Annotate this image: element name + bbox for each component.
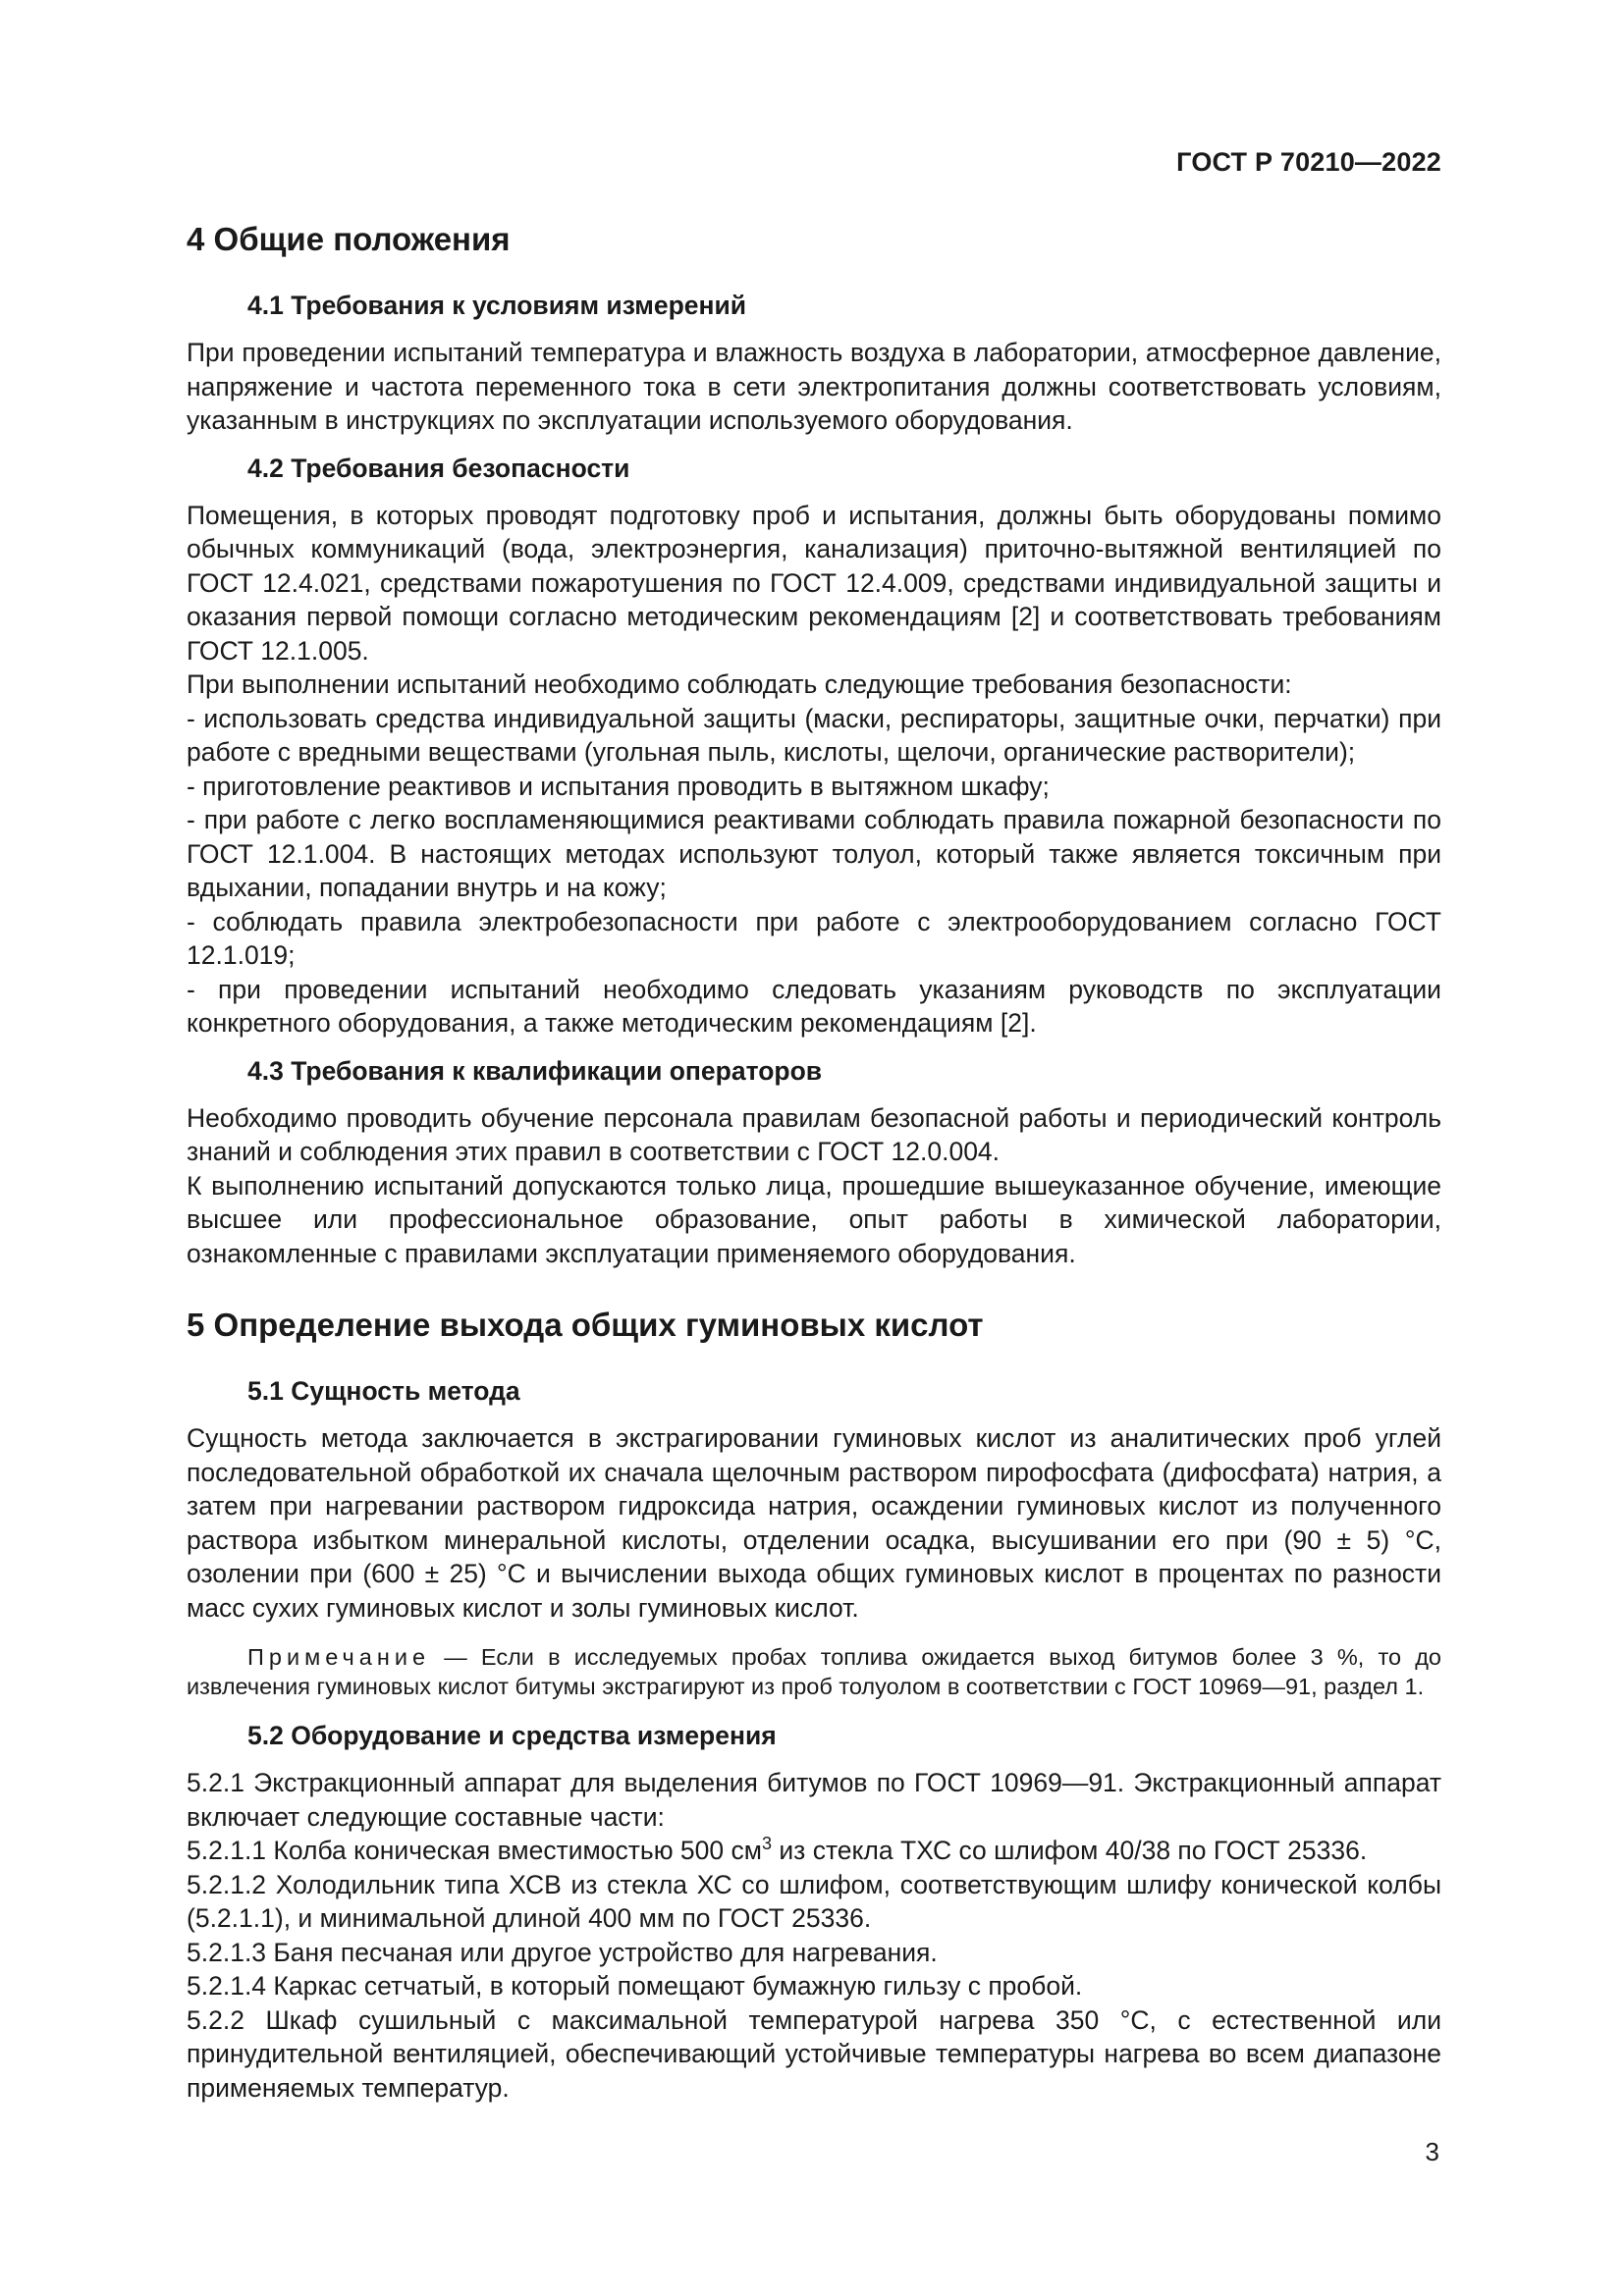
page-number: 3 <box>1425 2137 1439 2166</box>
section-5-1-paragraph: Сущность метода заключается в экстрагировании гуминовых кислот из аналитических проб углей последовательной обработкой их сначала щелочным раствором пирофосфата (дифосфата) натрия, а затем при нагревании раствором гидроксида натрия, осаждении гуминовых кислот из полученного раствора избытком минеральной кислоты, отделении осадка, высушивании его при (90 ± 5) °С, озолении при (600 ± 25) °С и вычислении выхода общих гуминовых кислот в процентах по разности масс сухих гуминовых кислот и золы гуминовых кислот. <box>187 1423 1441 1623</box>
safety-list-item: - приготовление реактивов и испытания проводить в вытяжном шкафу; <box>187 771 1050 801</box>
safety-list-item: - при работе с легко воспламеняющимися реактивами соблюдать правила пожарной безопасности по ГОСТ 12.1.004. В настоящих методах используют толуол, который также является токсичным при вдыхании, попадании внутрь и на кожу; <box>187 805 1441 902</box>
clause-5-2-1: 5.2.1 Экстракционный аппарат для выделения битумов по ГОСТ 10969—91. Экстракционный аппарат включает следующие составные части: <box>187 1768 1441 1832</box>
section-4-3-paragraph-1: Необходимо проводить обучение персонала правилам безопасной работы и периодический контроль знаний и соблюдения этих правил в соответствии с ГОСТ 12.0.004. <box>187 1102 1441 1166</box>
clause-5-2-1-3: 5.2.1.3 Баня песчаная или другое устройство для нагревания. <box>187 1937 938 1967</box>
section-4-1-paragraph: При проведении испытаний температура и влажность воздуха в лаборатории, атмосферное давление, напряжение и частота переменного тока в сети электропитания должны соответствовать условиям, указанным в инструкциях по эксплуатации используемого оборудования. <box>187 338 1441 435</box>
note-label: Примечание <box>247 1644 431 1670</box>
section-5-1-title: 5.1 Сущность метода <box>247 1376 520 1406</box>
section-4-3-title: 4.3 Требования к квалификации операторов <box>247 1055 823 1086</box>
cubic-superscript: 3 <box>761 1834 773 1854</box>
section-5-2-title: 5.2 Оборудование и средства измерения <box>247 1721 777 1750</box>
section-4-2-paragraph-1: Помещения, в которых проводят подготовку проб и испытания, должны быть оборудованы помимо обычных коммуникаций (вода, электроэнергия, канализация) приточно-вытяжной вентиляцией по ГОСТ 12.4.021, средствами пожаротушения по ГОСТ 12.4.009, средствами индивидуальной защиты и оказания первой помощи согласно методическим рекомендациям [2] и соответствовать требованиям ГОСТ 12.1.005. <box>187 500 1441 666</box>
clause-5-2-1-4: 5.2.1.4 Каркас сетчатый, в который помещают бумажную гильзу с пробой. <box>187 1971 1083 2001</box>
clause-5-2-1-2: 5.2.1.2 Холодильник типа ХСВ из стекла ХС со шлифом, соответствующим шлифу конической колбы (5.2.1.1), и минимальной длиной 400 мм по ГОСТ 25336. <box>187 1869 1441 1933</box>
section-4-title: 4 Общие положения <box>187 221 511 257</box>
clause-5-2-1-1-text-end: из стекла ТХС со шлифом 40/38 по ГОСТ 25336. <box>772 1836 1368 1865</box>
clause-5-2-1-1 <box>187 1834 1441 1868</box>
section-4-1-title: 4.1 Требования к условиям измерений <box>247 291 747 320</box>
clause-5-2-2: 5.2.2 Шкаф сушильный с максимальной температурой нагрева 350 °С, с естественной или принудительной вентиляцией, обеспечивающий устойчивые температуры нагрева во всем диапазоне применяемых температур. <box>187 2004 1441 2103</box>
safety-list-item: - использовать средства индивидуальной защиты (маски, респираторы, защитные очки, перчатки) при работе с вредными веществами (угольная пыль, кислоты, щелочи, органические растворители); <box>187 703 1441 767</box>
section-4-2-paragraph-2: При выполнении испытаний необходимо соблюдать следующие требования безопасности: <box>187 669 1292 699</box>
clause-5-2-1-1-text: 5.2.1.1 Колба коническая вместимостью 500 см <box>187 1836 762 1865</box>
section-4-2-title: 4.2 Требования безопасности <box>247 453 630 483</box>
document-code: ГОСТ Р 70210—2022 <box>1176 147 1441 177</box>
note-text: — Если в исследуемых пробах топлива ожидается выход битумов более 3 %, то до извлечения гуминовых кислот битумы экстрагируют из проб толуолом в соответствии с ГОСТ 10969—91, раздел 1. <box>187 1644 1441 1699</box>
safety-list-item: - при проведении испытаний необходимо следовать указаниям руководств по эксплуатации конкретного оборудования, а также методическим рекомендациям [2]. <box>187 974 1441 1038</box>
safety-list-item: - соблюдать правила электробезопасности при работе с электрооборудованием согласно ГОСТ 12.1.019; <box>187 906 1441 970</box>
section-4-3-paragraph-2: К выполнению испытаний допускаются только лица, прошедшие вышеуказанное обучение, имеющие высшее или профессиональное образование, опыт работы в химической лаборатории, ознакомленные с правилами эксплуатации применяемого оборудования. <box>187 1170 1441 1268</box>
note <box>187 1642 1441 1701</box>
document-body <box>187 218 1441 2105</box>
section-5-title: 5 Определение выхода общих гуминовых кислот <box>187 1307 984 1343</box>
